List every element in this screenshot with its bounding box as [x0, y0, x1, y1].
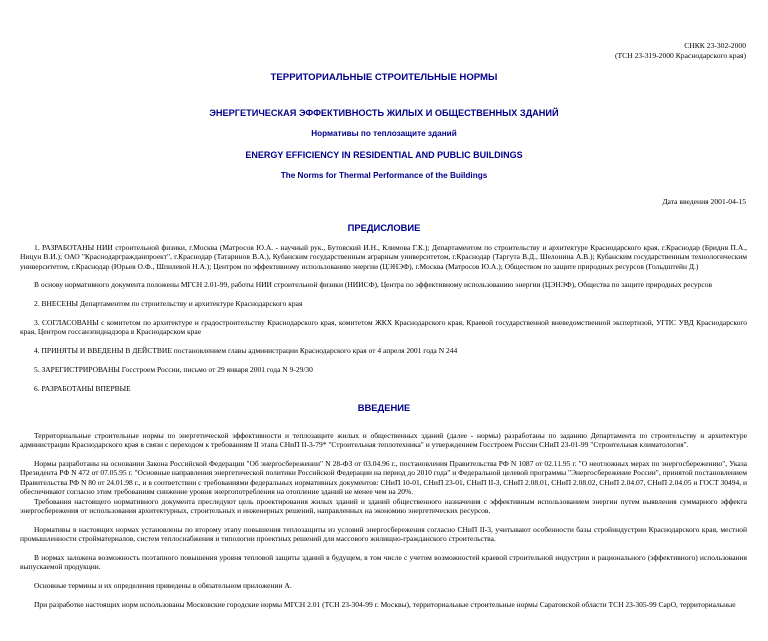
subject-title-ru: ЭНЕРГЕТИЧЕСКАЯ ЭФФЕКТИВНОСТЬ ЖИЛЫХ И ОБЩЕСТВЕННЫХ ЗДАНИЙ [209, 108, 559, 118]
foreword-paragraph: 3. СОГЛАСОВАНЫ с комитетом по архитектуре и градостроительству Краснодарского края, комитетом ЖКХ Краснодарского края, Краевой государственной вневедомственной экспертизой, УГПС УВД Краснодарского края, Центром госсанэпиднадзора в Краснодарском крае [20, 318, 747, 337]
introduction-paragraph: Основные термины и их определения приведены в обязательном приложении А. [34, 581, 292, 590]
introduction-paragraph: При разработке настоящих норм использованы Московские городские нормы МГСН 2.01 (ТСН 23-304-99 г. Москвы), территориальные строительные нормы Саратовской области ТСН 23-305-99 СарО, территориальные [34, 600, 736, 609]
document-code: СНКК 23-302-2000 [684, 41, 746, 50]
main-title: ТЕРРИТОРИАЛЬНЫЕ СТРОИТЕЛЬНЫЕ НОРМЫ [270, 72, 498, 83]
introduction-paragraph: Нормы разработаны на основании Закона Российской Федерации "Об энергосбережении" N 28-ФЗ от 03.04.96 г., постановления Правительства РФ N 1087 от 02.11.95 г. "О неотложных мерах по энергосбережению", Указа Президента РФ N 472 от 07.05.95 г. "Основные направления энергетической политики Российской Федерации на период до 2010 года" и Федеральной целевой программы "Энергосбережение России", принятой постановлением Правительства РФ N 80 от 24.01.98 г., и в соответствии с требованиями федеральных нормативных документов: СНиП 10-01, СНиП 23-01, СНиП II-3, СНиП 2.08.01, СНиП 2.08.02, СНиП 2.04.07, СНиП 2.04.05 и ГОСТ 30494, и обеспечивают согласно этим требованиям снижение уровня энергопотребления на отопление зданий не менее чем на 20%. [20, 459, 747, 496]
foreword-paragraph: 1. РАЗРАБОТАНЫ НИИ строительной физики, г.Москва (Матросов Ю.А. - научный рук., Бутовский И.Н., Климова Г.К.); Департаментом по строительству и архитектуре Краснодарского края, г.Краснодар (Бридня П.А., Ницун В.И.); ОАО "Краснодаргражданпроект", г.Краснодар (Татаринов В.А.), Кубанским государственным аграрным университетом, г.Краснодар (Таргута В.Д., Шелонина А.В.); Кубанским государственным технологическим университетом, г.Краснодар (Юрьев О.Ф., Шпилевой Н.А.); Центром по эффективному использованию энергии (ЦЭНЭФ), г.Москва (Матросов Ю.А.); Обществом по защите природных ресурсов (Гольдштейн Д.) [20, 243, 747, 271]
foreword-paragraph: 4. ПРИНЯТЫ И ВВЕДЕНЫ В ДЕЙСТВИЕ постановлением главы администрации Краснодарского края от 4 апреля 2001 года N 244 [34, 346, 458, 355]
document-code-block [615, 41, 746, 61]
introduction-paragraph: Территориальные строительные нормы по энергетической эффективности и теплозащите жилых и общественных зданий (далее - нормы) разработаны по заданию Департамента по строительству и архитектуре администрации Краснодарского края в связи с переходом к требованиям II этапа СНиП II-3-79* "Строительная теплотехника" и утверждением Госстроем России СНиП 23-01-99 "Строительная климатология". [20, 431, 747, 450]
introduction-paragraph: В нормах заложена возможность поэтапного повышения уровня тепловой защиты зданий в будущем, в том числе с учетом возможностей краевой строительной индустрии и рационального (эффективного) использования выпускаемой продукции. [20, 553, 747, 572]
foreword-heading: ПРЕДИСЛОВИЕ [347, 222, 421, 233]
introduction-heading: ВВЕДЕНИЕ [357, 402, 411, 413]
subtitle-ru: Нормативы по теплозащите зданий [311, 129, 457, 138]
introduction-date: Дата введения 2001-04-15 [662, 197, 746, 206]
document-code-alt: (ТСН 23-319-2000 Краснодарского края) [615, 51, 746, 60]
introduction-paragraph: Нормативы в настоящих нормах установлены по второму этапу повышения теплозащиты из условий энергосбережения согласно СНиП II-3, учитывают особенности базы стройиндустрии Краснодарского края, местной промышленности стройматериалов, систем теплоснабжения и типологии проектных решений для массового жилищно-гражданского строительства. [20, 525, 747, 544]
foreword-paragraph: В основу нормативного документа положены МГСН 2.01-99, работы НИИ строительной физики (НИИСФ), Центра по эффективному использованию энергии (ЦЭНЭФ), Общества по защите природных ресурсов [34, 280, 713, 289]
introduction-paragraph: Требования настоящего нормативного документа преследуют цель проектирования жилых зданий и зданий общественного назначения с эффективным использованием энергии путем выявления суммарного эффекта энергосбережения от использования архитектурных, строительных и инженерных решений, направленных на экономию энергетических ресурсов. [20, 497, 747, 516]
subject-title-en: ENERGY EFFICIENCY IN RESIDENTIAL AND PUBLIC BUILDINGS [245, 150, 523, 160]
foreword-paragraph: 2. ВНЕСЕНЫ Департаментом по строительству и архитектуре Краснодарского края [34, 299, 303, 308]
subtitle-en: The Norms for Thermal Performance of the Buildings [280, 171, 488, 180]
foreword-paragraph: 6. РАЗРАБОТАНЫ ВПЕРВЫЕ [34, 384, 131, 393]
foreword-paragraph: 5. ЗАРЕГИСТРИРОВАНЫ Госстроем России, письмо от 29 января 2001 года N 9-29/30 [34, 365, 313, 374]
